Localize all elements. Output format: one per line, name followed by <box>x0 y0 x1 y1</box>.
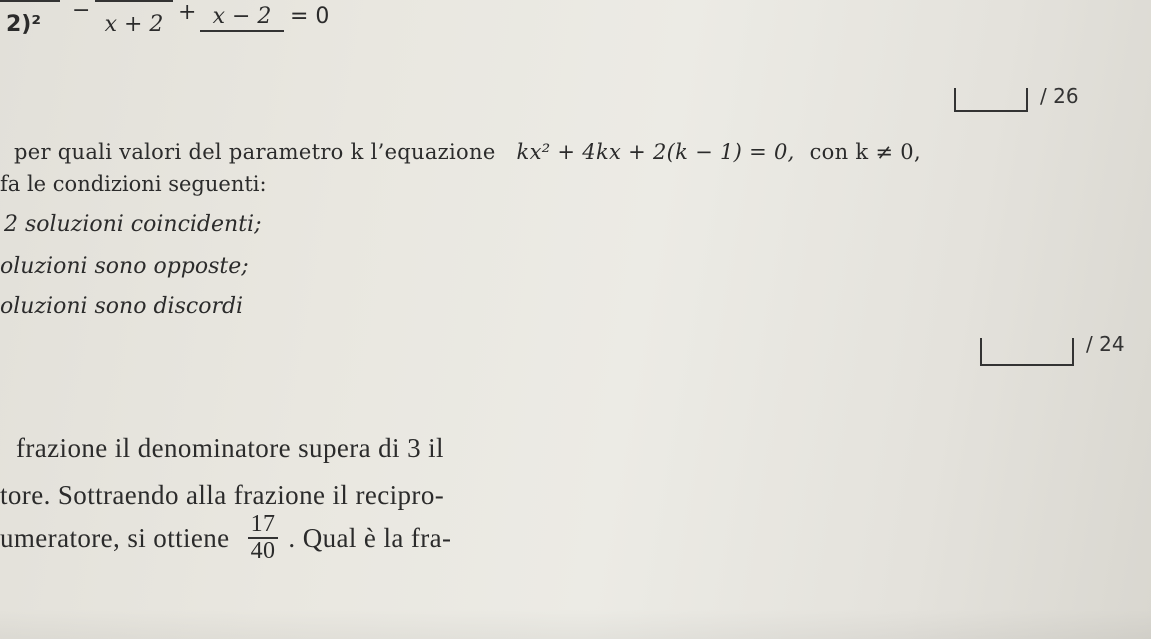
page-edge-shadow <box>0 609 1151 639</box>
problem2-line1: frazione il denominatore supera di 3 il <box>16 433 444 463</box>
problem1-line2: fa le condizioni seguenti: <box>0 172 267 196</box>
problem2-line3-before: umeratore, si ottiene <box>0 522 230 553</box>
plus-sign: + <box>178 0 197 25</box>
problem1-item-b: oluzioni sono opposte; <box>0 254 249 279</box>
fraction-2-bar <box>200 30 284 32</box>
problem1-condition: con k ≠ 0, <box>809 140 921 164</box>
fraction-2-denominator: x − 2 <box>212 4 272 29</box>
problem1-equation: kx² + 4kx + 2(k − 1) = 0, <box>516 140 795 164</box>
problem1-item-a: 2 soluzioni coincidenti; <box>4 212 262 237</box>
score-label-2: / 24 <box>1086 332 1125 356</box>
equals-zero: = 0 <box>290 4 330 29</box>
score-label-1: / 26 <box>1040 84 1079 108</box>
problem2-fraction-numerator: 17 <box>248 512 279 539</box>
fraction-2 <box>200 0 284 35</box>
equation-left-fragment: 2)² <box>6 12 41 37</box>
problem2-fraction <box>248 512 279 564</box>
problem2-line3 <box>0 512 451 564</box>
problem1-line1 <box>14 140 921 164</box>
problem1-item-c: oluzioni sono discordi <box>0 294 244 319</box>
fraction-1-bar <box>95 0 173 2</box>
fraction-1 <box>95 0 173 37</box>
score-box-2 <box>980 338 1074 366</box>
problem2-line2: tore. Sottraendo alla frazione il recipro- <box>0 480 445 510</box>
problem2-fraction-denominator: 40 <box>250 538 276 565</box>
minus-sign: − <box>72 0 91 23</box>
problem2-line3-after: . Qual è la fra- <box>288 522 452 553</box>
fraction-1-denominator: x + 2 <box>104 12 164 37</box>
problem1-line1-text: per quali valori del parametro k l’equazione <box>14 140 496 164</box>
fraction-bar-left <box>0 0 60 2</box>
score-box-1 <box>954 88 1028 112</box>
